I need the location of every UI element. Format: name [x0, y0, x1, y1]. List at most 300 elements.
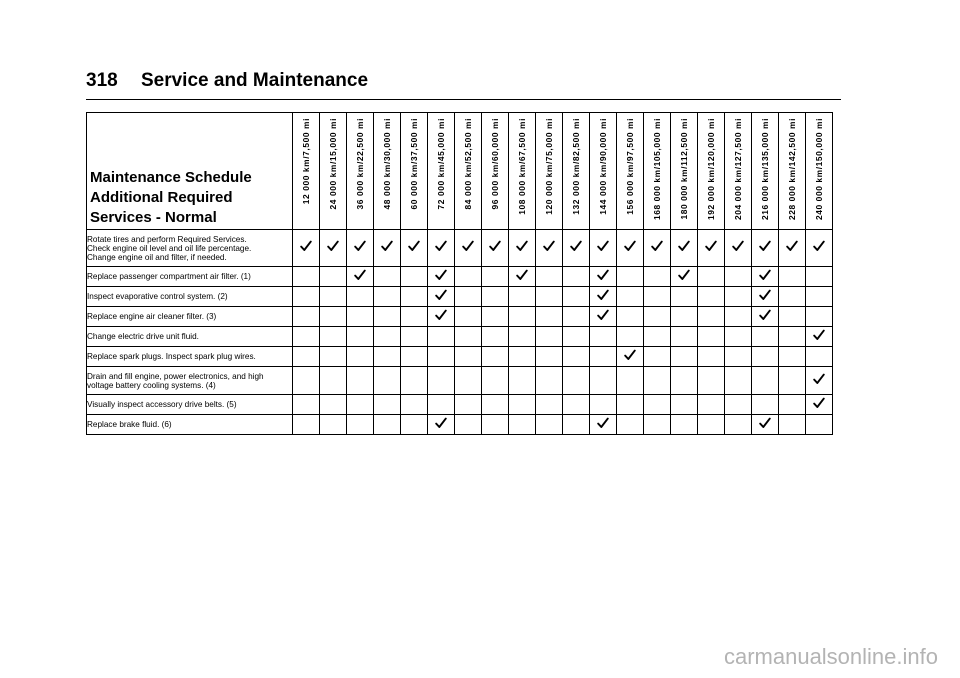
check-cell — [374, 327, 401, 347]
interval-header — [806, 113, 833, 230]
service-line: Replace passenger compartment air filter. (1) — [87, 272, 251, 281]
check-cell — [482, 307, 509, 327]
check-cell — [320, 327, 347, 347]
interval-label: 60 000 km/37,500 mi — [409, 118, 419, 210]
check-cell — [698, 327, 725, 347]
interval-header — [293, 113, 320, 230]
checkmark-icon — [624, 349, 636, 361]
table-row — [87, 415, 833, 435]
check-cell — [455, 230, 482, 267]
check-cell — [590, 230, 617, 267]
page-header — [86, 70, 368, 92]
interval-header — [509, 113, 536, 230]
check-cell — [293, 367, 320, 395]
check-cell — [752, 327, 779, 347]
check-cell — [509, 367, 536, 395]
check-cell — [374, 415, 401, 435]
check-cell — [536, 367, 563, 395]
check-cell — [428, 307, 455, 327]
check-cell — [455, 347, 482, 367]
check-cell — [455, 415, 482, 435]
check-cell — [806, 395, 833, 415]
check-cell — [671, 267, 698, 287]
checkmark-icon — [570, 240, 582, 252]
check-cell — [590, 267, 617, 287]
check-cell — [401, 307, 428, 327]
check-cell — [455, 307, 482, 327]
check-cell — [725, 367, 752, 395]
check-cell — [671, 230, 698, 267]
checkmark-icon — [813, 373, 825, 385]
check-cell — [617, 327, 644, 347]
check-cell — [806, 230, 833, 267]
check-cell — [401, 327, 428, 347]
check-cell — [293, 347, 320, 367]
checkmark-icon — [651, 240, 663, 252]
check-cell — [509, 395, 536, 415]
service-line: Drain and fill engine, power electronics, and high — [87, 371, 264, 381]
check-cell — [401, 347, 428, 367]
check-cell — [293, 287, 320, 307]
check-cell — [482, 267, 509, 287]
service-name-cell — [87, 347, 293, 367]
checkmark-icon — [435, 289, 447, 301]
check-cell — [617, 395, 644, 415]
check-cell — [617, 415, 644, 435]
check-cell — [455, 287, 482, 307]
interval-header — [347, 113, 374, 230]
check-cell — [293, 395, 320, 415]
check-cell — [779, 267, 806, 287]
table-row — [87, 395, 833, 415]
check-cell — [644, 327, 671, 347]
check-cell — [644, 367, 671, 395]
interval-header — [644, 113, 671, 230]
checkmark-icon — [813, 240, 825, 252]
service-name-cell — [87, 367, 293, 395]
service-line: Change engine oil and filter, if needed. — [87, 252, 227, 262]
table-row — [87, 287, 833, 307]
check-cell — [590, 327, 617, 347]
check-cell — [617, 267, 644, 287]
interval-header — [563, 113, 590, 230]
checkmark-icon — [597, 269, 609, 281]
interval-header — [617, 113, 644, 230]
check-cell — [752, 415, 779, 435]
checkmark-icon — [435, 417, 447, 429]
table-row — [87, 267, 833, 287]
checkmark-icon — [489, 240, 501, 252]
check-cell — [644, 287, 671, 307]
check-cell — [725, 395, 752, 415]
check-cell — [563, 395, 590, 415]
check-cell — [374, 347, 401, 367]
check-cell — [536, 287, 563, 307]
check-cell — [617, 230, 644, 267]
check-cell — [347, 267, 374, 287]
check-cell — [293, 415, 320, 435]
check-cell — [401, 267, 428, 287]
interval-label: 132 000 km/82,500 mi — [571, 118, 581, 215]
service-name-cell — [87, 327, 293, 347]
check-cell — [563, 287, 590, 307]
check-cell — [644, 347, 671, 367]
table-row — [87, 347, 833, 367]
service-line: Change electric drive unit fluid. — [87, 332, 199, 341]
check-cell — [455, 395, 482, 415]
check-cell — [347, 347, 374, 367]
checkmark-icon — [354, 269, 366, 281]
checkmark-icon — [435, 309, 447, 321]
check-cell — [293, 327, 320, 347]
check-cell — [725, 415, 752, 435]
checkmark-icon — [543, 240, 555, 252]
check-cell — [428, 367, 455, 395]
checkmark-icon — [597, 309, 609, 321]
table-row — [87, 327, 833, 347]
check-cell — [536, 327, 563, 347]
check-cell — [563, 367, 590, 395]
check-cell — [428, 327, 455, 347]
checkmark-icon — [435, 240, 447, 252]
table-title-cell — [87, 113, 293, 230]
table-row — [87, 230, 833, 267]
check-cell — [401, 367, 428, 395]
check-cell — [509, 347, 536, 367]
table-title-line: Services - Normal — [90, 209, 217, 226]
check-cell — [590, 395, 617, 415]
check-cell — [779, 307, 806, 327]
checkmark-icon — [732, 240, 744, 252]
check-cell — [509, 415, 536, 435]
checkmark-icon — [759, 309, 771, 321]
check-cell — [401, 230, 428, 267]
check-cell — [725, 287, 752, 307]
table-title-line: Maintenance Schedule — [90, 169, 252, 186]
check-cell — [671, 367, 698, 395]
check-cell — [779, 395, 806, 415]
check-cell — [725, 307, 752, 327]
check-cell — [428, 415, 455, 435]
interval-header — [725, 113, 752, 230]
check-cell — [320, 367, 347, 395]
check-cell — [374, 267, 401, 287]
check-cell — [536, 230, 563, 267]
section-title: Service and Maintenance — [140, 70, 369, 91]
interval-label: 168 000 km/105,000 mi — [652, 118, 662, 221]
checkmark-icon — [327, 240, 339, 252]
check-cell — [509, 307, 536, 327]
check-cell — [671, 307, 698, 327]
checkmark-icon — [381, 240, 393, 252]
check-cell — [806, 327, 833, 347]
check-cell — [374, 367, 401, 395]
check-cell — [401, 395, 428, 415]
interval-header — [779, 113, 806, 230]
check-cell — [752, 307, 779, 327]
check-cell — [590, 347, 617, 367]
check-cell — [752, 367, 779, 395]
interval-label: 156 000 km/97,500 mi — [625, 118, 635, 215]
table-title-line: Additional Required — [90, 189, 233, 206]
check-cell — [698, 367, 725, 395]
check-cell — [806, 287, 833, 307]
check-cell — [482, 395, 509, 415]
check-cell — [320, 415, 347, 435]
checkmark-icon — [678, 269, 690, 281]
check-cell — [806, 267, 833, 287]
checkmark-icon — [678, 240, 690, 252]
check-cell — [671, 395, 698, 415]
maintenance-schedule-table — [86, 112, 833, 435]
check-cell — [455, 267, 482, 287]
check-cell — [806, 347, 833, 367]
interval-header — [752, 113, 779, 230]
check-cell — [644, 267, 671, 287]
checkmark-icon — [759, 240, 771, 252]
check-cell — [482, 230, 509, 267]
service-name-cell — [87, 395, 293, 415]
interval-label: 24 000 km/15,000 mi — [328, 118, 338, 210]
check-cell — [644, 307, 671, 327]
checkmark-icon — [813, 329, 825, 341]
check-cell — [563, 307, 590, 327]
interval-label: 120 000 km/75,000 mi — [544, 118, 554, 215]
check-cell — [779, 367, 806, 395]
check-cell — [644, 395, 671, 415]
interval-header — [536, 113, 563, 230]
check-cell — [779, 287, 806, 307]
check-cell — [347, 327, 374, 347]
check-cell — [320, 287, 347, 307]
check-cell — [617, 307, 644, 327]
checkmark-icon — [759, 289, 771, 301]
check-cell — [509, 287, 536, 307]
check-cell — [590, 415, 617, 435]
check-cell — [590, 287, 617, 307]
check-cell — [725, 267, 752, 287]
checkmark-icon — [813, 397, 825, 409]
interval-header — [374, 113, 401, 230]
interval-header — [590, 113, 617, 230]
checkmark-icon — [786, 240, 798, 252]
check-cell — [563, 415, 590, 435]
checkmark-icon — [516, 240, 528, 252]
check-cell — [617, 347, 644, 367]
check-cell — [698, 307, 725, 327]
service-line: Visually inspect accessory drive belts. (5) — [87, 400, 237, 409]
check-cell — [617, 287, 644, 307]
check-cell — [779, 230, 806, 267]
check-cell — [401, 287, 428, 307]
check-cell — [509, 267, 536, 287]
check-cell — [536, 347, 563, 367]
check-cell — [671, 415, 698, 435]
checkmark-icon — [597, 417, 609, 429]
checkmark-icon — [705, 240, 717, 252]
check-cell — [293, 230, 320, 267]
interval-header — [698, 113, 725, 230]
service-line: Check engine oil level and oil life percentage. — [87, 243, 252, 253]
check-cell — [374, 307, 401, 327]
table-header-row — [87, 113, 833, 230]
checkmark-icon — [408, 240, 420, 252]
interval-label: 144 000 km/90,000 mi — [598, 118, 608, 215]
check-cell — [374, 230, 401, 267]
service-line: Replace brake fluid. (6) — [87, 420, 172, 429]
check-cell — [698, 287, 725, 307]
interval-label: 228 000 km/142,500 mi — [787, 118, 797, 221]
check-cell — [698, 267, 725, 287]
check-cell — [347, 415, 374, 435]
check-cell — [590, 307, 617, 327]
check-cell — [482, 347, 509, 367]
check-cell — [428, 395, 455, 415]
checkmark-icon — [435, 269, 447, 281]
check-cell — [455, 367, 482, 395]
check-cell — [752, 267, 779, 287]
check-cell — [563, 267, 590, 287]
table-row — [87, 307, 833, 327]
interval-label: 108 000 km/67,500 mi — [517, 118, 527, 215]
service-line: Inspect evaporative control system. (2) — [87, 292, 228, 301]
check-cell — [779, 415, 806, 435]
interval-label: 216 000 km/135,000 mi — [760, 118, 770, 221]
check-cell — [752, 395, 779, 415]
check-cell — [563, 347, 590, 367]
check-cell — [617, 367, 644, 395]
checkmark-icon — [516, 269, 528, 281]
check-cell — [347, 287, 374, 307]
check-cell — [320, 347, 347, 367]
page-number: 318 — [86, 70, 118, 91]
interval-header — [455, 113, 482, 230]
check-cell — [428, 347, 455, 367]
checkmark-icon — [300, 240, 312, 252]
table-row — [87, 367, 833, 395]
check-cell — [671, 327, 698, 347]
check-cell — [374, 287, 401, 307]
interval-header — [428, 113, 455, 230]
check-cell — [320, 307, 347, 327]
check-cell — [401, 415, 428, 435]
check-cell — [725, 230, 752, 267]
check-cell — [428, 267, 455, 287]
check-cell — [698, 415, 725, 435]
interval-label: 240 000 km/150,000 mi — [814, 118, 824, 221]
check-cell — [482, 327, 509, 347]
check-cell — [563, 327, 590, 347]
check-cell — [536, 267, 563, 287]
checkmark-icon — [597, 289, 609, 301]
check-cell — [806, 415, 833, 435]
interval-label: 204 000 km/127,500 mi — [733, 118, 743, 221]
interval-label: 96 000 km/60,000 mi — [490, 118, 500, 210]
check-cell — [509, 230, 536, 267]
check-cell — [347, 307, 374, 327]
check-cell — [698, 395, 725, 415]
check-cell — [644, 415, 671, 435]
check-cell — [752, 230, 779, 267]
check-cell — [455, 327, 482, 347]
service-name-cell — [87, 230, 293, 267]
check-cell — [671, 347, 698, 367]
service-name-cell — [87, 415, 293, 435]
interval-label: 192 000 km/120,000 mi — [706, 118, 716, 221]
interval-label: 48 000 km/30,000 mi — [382, 118, 392, 210]
checkmark-icon — [354, 240, 366, 252]
checkmark-icon — [462, 240, 474, 252]
check-cell — [536, 415, 563, 435]
check-cell — [509, 327, 536, 347]
check-cell — [320, 267, 347, 287]
check-cell — [806, 307, 833, 327]
checkmark-icon — [624, 240, 636, 252]
service-name-cell — [87, 307, 293, 327]
table-body — [87, 230, 833, 435]
check-cell — [725, 327, 752, 347]
interval-label: 84 000 km/52,500 mi — [463, 118, 473, 210]
check-cell — [779, 327, 806, 347]
check-cell — [482, 287, 509, 307]
check-cell — [482, 367, 509, 395]
check-cell — [563, 230, 590, 267]
check-cell — [428, 230, 455, 267]
checkmark-icon — [597, 240, 609, 252]
check-cell — [536, 307, 563, 327]
check-cell — [320, 395, 347, 415]
check-cell — [347, 395, 374, 415]
service-line: Rotate tires and perform Required Services. — [87, 234, 247, 244]
check-cell — [752, 347, 779, 367]
check-cell — [779, 347, 806, 367]
interval-label: 12 000 km/7,500 mi — [301, 118, 311, 205]
check-cell — [347, 367, 374, 395]
watermark: carmanualsonline.info — [723, 644, 938, 669]
check-cell — [644, 230, 671, 267]
interval-header — [482, 113, 509, 230]
service-name-cell — [87, 287, 293, 307]
check-cell — [374, 395, 401, 415]
service-line: voltage battery cooling systems. (4) — [87, 380, 216, 390]
check-cell — [590, 367, 617, 395]
service-line: Replace spark plugs. Inspect spark plug wires. — [87, 352, 256, 361]
check-cell — [671, 287, 698, 307]
service-name-cell — [87, 267, 293, 287]
checkmark-icon — [759, 417, 771, 429]
check-cell — [806, 367, 833, 395]
check-cell — [725, 347, 752, 367]
interval-label: 72 000 km/45,000 mi — [436, 118, 446, 210]
interval-label: 36 000 km/22,500 mi — [355, 118, 365, 210]
service-line: Replace engine air cleaner filter. (3) — [87, 312, 217, 321]
check-cell — [482, 415, 509, 435]
check-cell — [320, 230, 347, 267]
check-cell — [698, 230, 725, 267]
check-cell — [698, 347, 725, 367]
interval-header — [320, 113, 347, 230]
check-cell — [293, 307, 320, 327]
check-cell — [347, 230, 374, 267]
check-cell — [428, 287, 455, 307]
check-cell — [752, 287, 779, 307]
interval-header — [401, 113, 428, 230]
header-divider — [86, 99, 841, 100]
check-cell — [536, 395, 563, 415]
check-cell — [293, 267, 320, 287]
interval-header — [671, 113, 698, 230]
checkmark-icon — [759, 269, 771, 281]
